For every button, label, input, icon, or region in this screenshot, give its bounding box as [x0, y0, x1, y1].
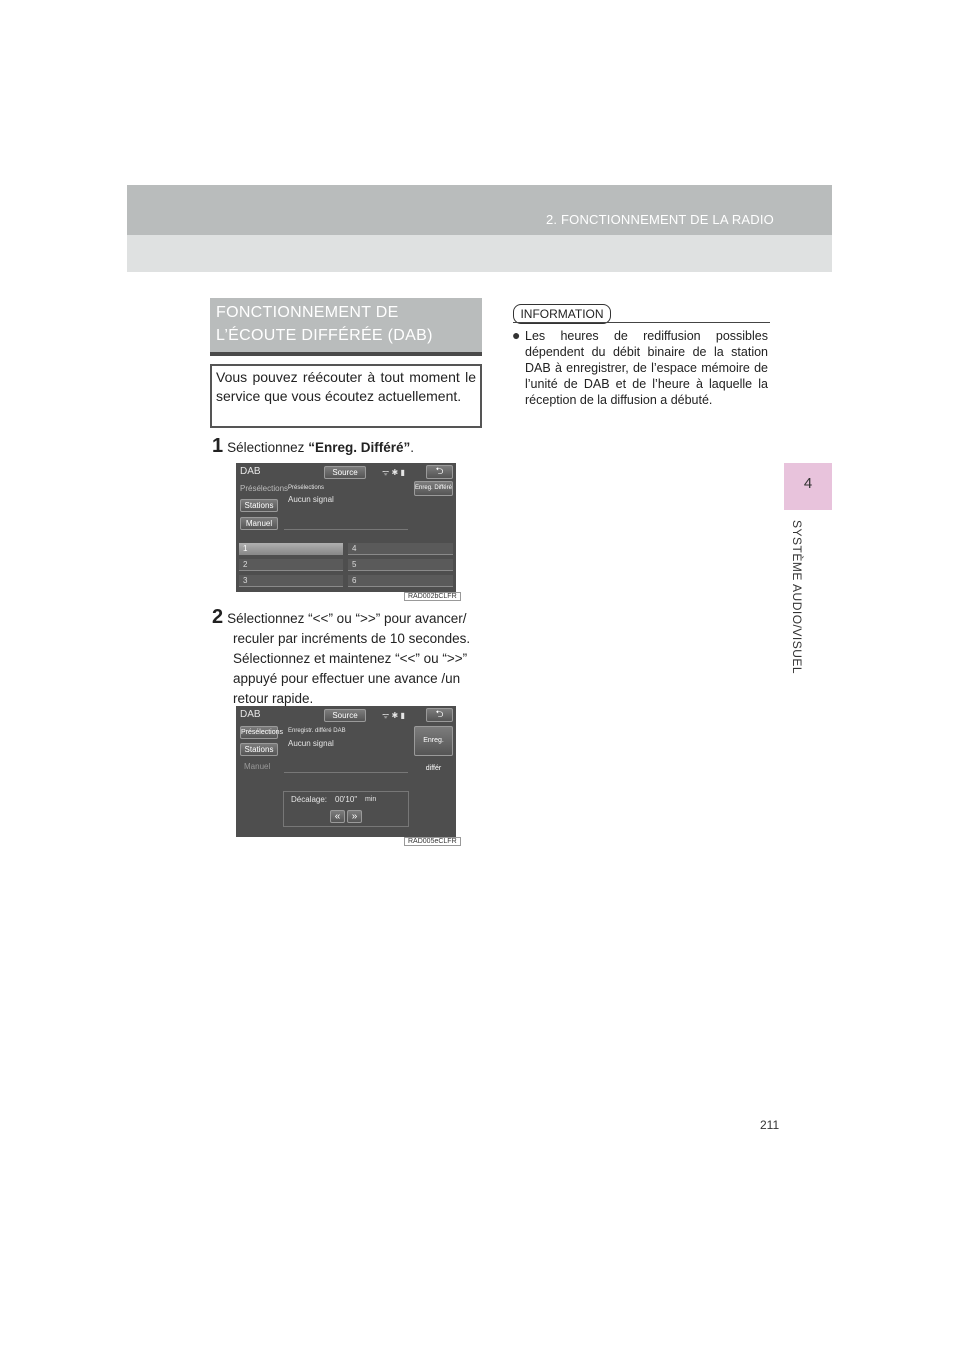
offset-value: 00'10": [335, 795, 358, 804]
source-button[interactable]: Source: [324, 709, 366, 722]
image-code-1: RAD002bCLFR: [404, 592, 461, 601]
preset-5[interactable]: 5: [348, 559, 453, 571]
tab-stations[interactable]: Stations: [240, 499, 278, 512]
back-button[interactable]: ⮌: [426, 465, 453, 479]
signal-status: Aucun signal: [288, 739, 334, 748]
tab-presets[interactable]: Présélections: [240, 726, 278, 739]
screen-title: DAB: [240, 466, 261, 477]
panel-label: Présélections: [288, 485, 325, 491]
chapter-label: SYSTÈME AUDIO/VISUEL: [790, 520, 804, 675]
back-button[interactable]: ⮌: [426, 708, 453, 722]
panel-divider: [284, 772, 408, 773]
preset-3[interactable]: 3: [239, 575, 343, 587]
bullet-icon: ●: [512, 327, 521, 343]
preset-4[interactable]: 4: [348, 543, 453, 555]
offset-panel: [283, 791, 409, 827]
preset-6[interactable]: 6: [348, 575, 453, 587]
tab-stations[interactable]: Stations: [240, 743, 278, 756]
record-deferred-button[interactable]: Enreg. différ: [414, 726, 453, 756]
page-number: 211: [760, 1118, 780, 1132]
preset-2[interactable]: 2: [239, 559, 343, 571]
step-1: 1 Sélectionnez “Enreg. Différé”.: [212, 435, 414, 457]
status-icons: ᯤ ✱ ▮: [382, 468, 405, 477]
panel-label: Enregistr. différé DAB: [288, 728, 346, 734]
tab-manual[interactable]: Manuel: [244, 762, 271, 771]
panel-divider: [284, 529, 408, 530]
header-band: [127, 185, 832, 235]
information-text: Les heures de rediffusion possibles dépendent du débit binaire de la station DAB à enregistrer, de l’espace mémoire de l’unité de DAB et de l’heure à laquelle la réception de la diffusion a débuté.: [525, 329, 768, 407]
information-tag: INFORMATION: [513, 304, 611, 324]
header-sub-band: [127, 235, 832, 272]
section-rule: [210, 352, 482, 356]
source-button[interactable]: Source: [324, 466, 366, 479]
screen-title: DAB: [240, 709, 261, 720]
offset-label: Décalage:: [291, 795, 328, 804]
status-icons: ᯤ ✱ ▮: [382, 711, 405, 720]
forward-button[interactable]: »: [347, 810, 362, 823]
chapter-number: 4: [803, 475, 813, 492]
chapter-title: 2. FONCTIONNEMENT DE LA RADIO: [545, 212, 774, 227]
step-2: 2 Sélectionnez “<<” ou “>>” pour avancer/ reculer par incréments de 10 secondes. Sélectionnez et maintenez “<<” ou “>>” appuyé pour effectuer une avance /un retour rapide.: [212, 606, 471, 706]
image-code-2: RAD005eCLFR: [404, 837, 461, 846]
rewind-button[interactable]: «: [330, 810, 345, 823]
information-rule: [513, 322, 770, 323]
record-deferred-button[interactable]: Enreg. Différé: [414, 481, 453, 496]
tab-manual[interactable]: Manuel: [240, 517, 278, 530]
offset-unit: min: [365, 796, 377, 803]
screenshot-deferred: [236, 706, 456, 837]
section-title: FONCTIONNEMENT DE L’ÉCOUTE DIFFÉRÉE (DAB): [216, 304, 433, 344]
screenshot-presets: [236, 463, 456, 592]
tab-presets[interactable]: Présélections: [240, 484, 289, 493]
preset-1[interactable]: 1: [239, 543, 343, 555]
intro-text: Vous pouvez réécouter à tout moment le service que vous écoutez actuellement.: [216, 369, 476, 404]
signal-status: Aucun signal: [288, 495, 334, 504]
